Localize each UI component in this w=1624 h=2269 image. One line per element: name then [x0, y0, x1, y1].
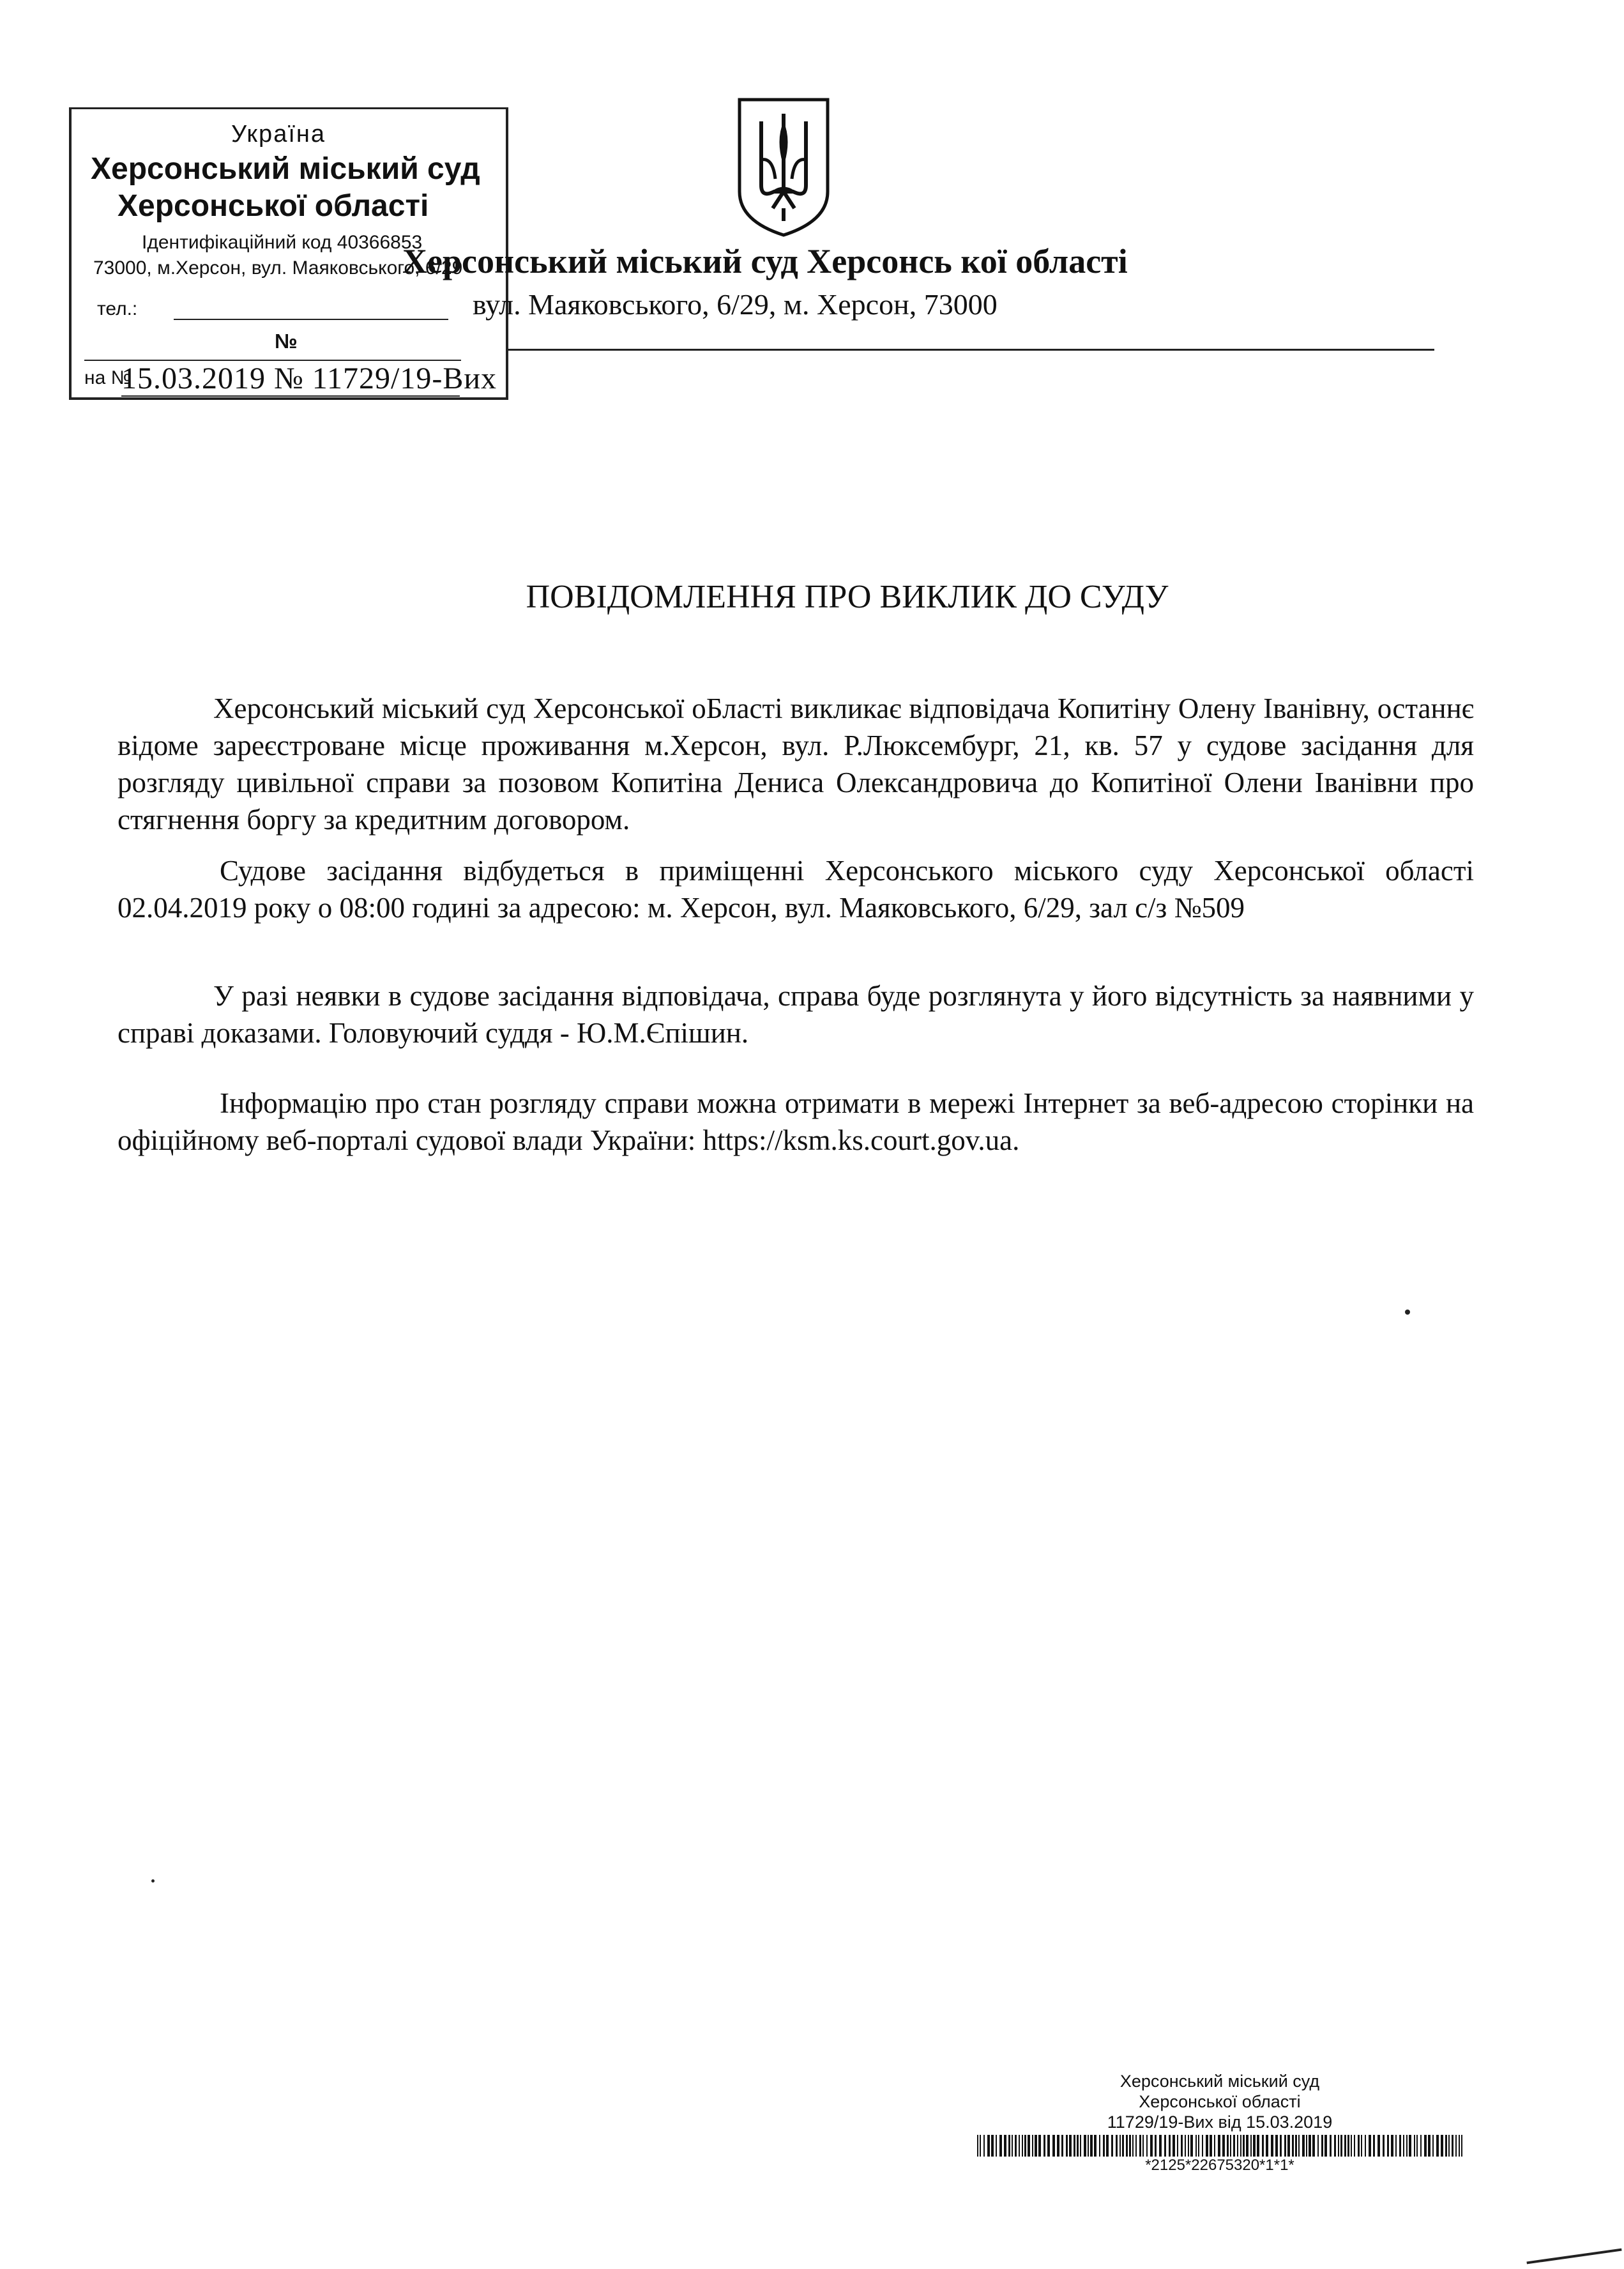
barcode-bar: [1088, 2135, 1089, 2157]
barcode-bar: [1445, 2135, 1447, 2157]
barcode-bar: [1284, 2135, 1286, 2157]
barcode-bar: [1257, 2135, 1259, 2157]
coat-of-arms-icon: [736, 96, 831, 239]
barcode-bar: [1195, 2135, 1197, 2157]
barcode-bar: [983, 2135, 985, 2157]
barcode-bar: [1262, 2135, 1264, 2157]
paragraph-absence-text: У разі неявки в судове засідання відповідача, справа буде розглянута у його відсутність за наявними у справі доказами. Головуючий суддя - Ю.М.Єпішин.: [118, 980, 1474, 1049]
corner-mark: [1526, 2249, 1621, 2265]
paragraph-info-text: Інформацію про стан розгляду справи можна отримати в мережі Інтернет за веб-адресою сторінки на офіційному веб-порталі судової влади України: https://ksm.ks.court.gov.ua.: [118, 1087, 1474, 1156]
barcode-bar: [1090, 2135, 1093, 2157]
barcode-bar: [1369, 2135, 1371, 2157]
barcode-bar: [1099, 2135, 1100, 2157]
barcode-bar: [1106, 2135, 1109, 2157]
barcode-bar: [1344, 2135, 1346, 2157]
barcode-bar: [1190, 2135, 1193, 2157]
barcode-bar: [1057, 2135, 1059, 2157]
letterhead-rule: [508, 349, 1434, 351]
paragraph-summons-text: Херсонський міський суд Херсонської оБласті викликає відповідача Копитіну Олену Іванівну, останнє відоме зареєстроване місце проживання м.Херсон, вул. Р.Люксембург, 21, кв. 57 у судове засідання для розгляду цивільної справи за позовом Копитіна Дениса Олександровича до Копитіної Олени Іванівни про стягнення боргу за кредитним договором.: [118, 692, 1474, 836]
barcode-bar: [1043, 2135, 1045, 2157]
barcode-bar: [1206, 2135, 1208, 2157]
barcode-bar: [1347, 2135, 1349, 2157]
barcode-bar: [1132, 2135, 1134, 2157]
barcode-bar: [1210, 2135, 1212, 2157]
barcode-bar: [987, 2135, 990, 2157]
barcode-bar: [1317, 2135, 1319, 2157]
barcode-bar: [1198, 2135, 1199, 2157]
letterhead-address: вул. Маяковського, 6/29, м. Херсон, 73000: [473, 288, 998, 321]
barcode-bar: [1139, 2135, 1141, 2157]
barcode-bar: [1074, 2135, 1075, 2157]
barcode-region: Херсонської області: [1139, 2092, 1301, 2111]
stamp-number-label: №: [275, 330, 298, 353]
barcode-bar: [1436, 2135, 1439, 2157]
barcode-bar: [1069, 2135, 1072, 2157]
barcode-icon: [977, 2135, 1462, 2157]
barcode-bar: [1146, 2135, 1148, 2157]
barcode-bar: [1214, 2135, 1215, 2157]
paragraph-hearing-text: Судове засідання відбудеться в приміщенні Херсонського міського суду Херсонської області 02.04.2019 року о 08:00 годині за адресою: м. Херсон, вул. Маяковського, 6/29, зал с/з №509: [118, 855, 1474, 924]
barcode-bar: [1292, 2135, 1294, 2157]
barcode-bar: [1424, 2135, 1427, 2157]
speck: [1405, 1310, 1410, 1315]
barcode-bar: [1399, 2135, 1401, 2157]
barcode-bar: [1159, 2135, 1162, 2157]
paragraph-info: [118, 1085, 1474, 1159]
barcode-bar: [1365, 2135, 1366, 2157]
stamp-address: 73000, м.Херсон, вул. Маяковського, 6/29: [93, 257, 463, 279]
stamp-registration-line: [121, 395, 460, 397]
barcode-code: *2125*22675320*1*1*: [1145, 2157, 1294, 2174]
barcode-bar: [1222, 2135, 1225, 2157]
barcode-bar: [1202, 2135, 1203, 2157]
barcode-bar: [1028, 2135, 1030, 2157]
barcode-bar: [1004, 2135, 1006, 2157]
barcode-bar: [1361, 2135, 1362, 2157]
barcode-bar: [1340, 2135, 1342, 2157]
stamp-id-code: Ідентифікаційний код 40366853: [142, 232, 423, 253]
barcode-bar: [1227, 2135, 1229, 2157]
barcode-bar: [1181, 2135, 1183, 2157]
stamp-region: Херсонської області: [118, 189, 429, 223]
barcode-bar: [1250, 2135, 1252, 2157]
barcode-bar: [1008, 2135, 1010, 2157]
barcode-bar: [1306, 2135, 1307, 2157]
barcode-bar: [1321, 2135, 1323, 2157]
barcode-bar: [1122, 2135, 1124, 2157]
barcode-bar: [999, 2135, 1002, 2157]
barcode-bar: [1052, 2135, 1055, 2157]
barcode-bar: [1403, 2135, 1404, 2157]
barcode-bar: [1024, 2135, 1026, 2157]
barcode-bar: [1302, 2135, 1305, 2157]
barcode-bar: [1432, 2135, 1434, 2157]
stamp-court-name: Херсонський міський суд: [91, 152, 480, 186]
barcode-bar: [1150, 2135, 1153, 2157]
barcode-bar: [1084, 2135, 1086, 2157]
barcode-bar: [1287, 2135, 1290, 2157]
barcode-bar: [1387, 2135, 1389, 2157]
stamp-country: Україна: [231, 121, 326, 148]
barcode-bar: [1351, 2135, 1352, 2157]
barcode-bar: [1414, 2135, 1415, 2157]
barcode-bar: [1111, 2135, 1113, 2157]
barcode-bar: [1080, 2135, 1081, 2157]
stamp-on-label: на №: [84, 367, 132, 388]
barcode-bar: [1452, 2135, 1453, 2157]
barcode-bar: [1126, 2135, 1128, 2157]
barcode-bar: [996, 2135, 997, 2157]
barcode-bar: [1169, 2135, 1171, 2157]
barcode-bar: [1354, 2135, 1355, 2157]
stamp-tel-line: [174, 319, 448, 320]
barcode-bar: [1164, 2135, 1166, 2157]
barcode-bar: [1373, 2135, 1375, 2157]
barcode-bar: [1246, 2135, 1248, 2157]
barcode-bar: [1312, 2135, 1315, 2157]
barcode-bar: [1420, 2135, 1422, 2157]
barcode-bar: [1383, 2135, 1385, 2157]
barcode-bar: [1377, 2135, 1380, 2157]
barcode-court: Херсонський міський суд: [1119, 2072, 1320, 2091]
barcode-bar: [1280, 2135, 1282, 2157]
barcode-bar: [1240, 2135, 1241, 2157]
document-title: ПОВІДОМЛЕННЯ ПРО ВИКЛИК ДО СУДУ: [526, 579, 1169, 615]
barcode-bar: [1061, 2135, 1063, 2157]
barcode-bar: [1428, 2135, 1430, 2157]
barcode-bar: [1409, 2135, 1411, 2157]
paragraph-hearing: [118, 852, 1474, 926]
barcode-bar: [1077, 2135, 1079, 2157]
barcode-bar: [977, 2135, 978, 2157]
barcode-bar: [1309, 2135, 1311, 2157]
speck: [151, 1879, 155, 1883]
barcode-bar: [1177, 2135, 1178, 2157]
barcode-bar: [1253, 2135, 1256, 2157]
barcode-bar: [1066, 2135, 1068, 2157]
barcode-bar: [1218, 2135, 1220, 2157]
barcode-bar: [1119, 2135, 1121, 2157]
barcode-bar: [1295, 2135, 1297, 2157]
barcode-bar: [1416, 2135, 1418, 2157]
barcode-bar: [1237, 2135, 1238, 2157]
barcode-bar: [1116, 2135, 1118, 2157]
barcode-bar: [1455, 2135, 1457, 2157]
barcode-bar: [1012, 2135, 1013, 2157]
barcode-bar: [1448, 2135, 1450, 2157]
barcode-bar: [1032, 2135, 1033, 2157]
barcode-bar: [1047, 2135, 1050, 2157]
stamp-registration-number: 15.03.2019 № 11729/19-Вих: [121, 362, 497, 395]
barcode-bar: [1135, 2135, 1137, 2157]
barcode-bar: [1406, 2135, 1408, 2157]
barcode-bar: [1233, 2135, 1235, 2157]
barcode-bar: [1324, 2135, 1327, 2157]
barcode-bar: [1338, 2135, 1339, 2157]
barcode-bar: [1142, 2135, 1144, 2157]
barcode-bar: [1022, 2135, 1023, 2157]
barcode-bar: [1188, 2135, 1189, 2157]
barcode-bar: [1334, 2135, 1336, 2157]
barcode-bar: [1395, 2135, 1397, 2157]
barcode-bar: [1129, 2135, 1131, 2157]
barcode-bar: [1358, 2135, 1360, 2157]
barcode-bar: [1459, 2135, 1460, 2157]
barcode-bar: [1230, 2135, 1231, 2157]
paragraph-summons: [118, 690, 1474, 838]
barcode-bar: [1243, 2135, 1245, 2157]
barcode-bar: [1266, 2135, 1268, 2157]
barcode-reference: 11729/19-Вих від 15.03.2019: [1107, 2112, 1333, 2132]
barcode-bar: [991, 2135, 994, 2157]
paragraph-absence: [118, 977, 1474, 1051]
barcode-bar: [1185, 2135, 1186, 2157]
barcode-bar: [1103, 2135, 1105, 2157]
barcode-bar: [1271, 2135, 1273, 2157]
barcode-bar: [1155, 2135, 1157, 2157]
barcode-bar: [1094, 2135, 1097, 2157]
barcode-bar: [980, 2135, 981, 2157]
barcode-bar: [1015, 2135, 1017, 2157]
barcode-bar: [1035, 2135, 1037, 2157]
barcode-bar: [1391, 2135, 1393, 2157]
barcode-bar: [1298, 2135, 1300, 2157]
barcode-bar: [1275, 2135, 1278, 2157]
stamp-tel-label: тел.:: [97, 298, 138, 319]
barcode-bar: [1330, 2135, 1332, 2157]
letterhead-court-name: Херсонський міський суд Херсонсь кої області: [402, 242, 1128, 280]
barcode-bar: [1441, 2135, 1443, 2157]
barcode-label: [977, 2071, 1462, 2173]
barcode-bar: [1038, 2135, 1041, 2157]
barcode-bar: [1461, 2135, 1462, 2157]
barcode-bar: [1019, 2135, 1020, 2157]
barcode-bar: [1172, 2135, 1175, 2157]
